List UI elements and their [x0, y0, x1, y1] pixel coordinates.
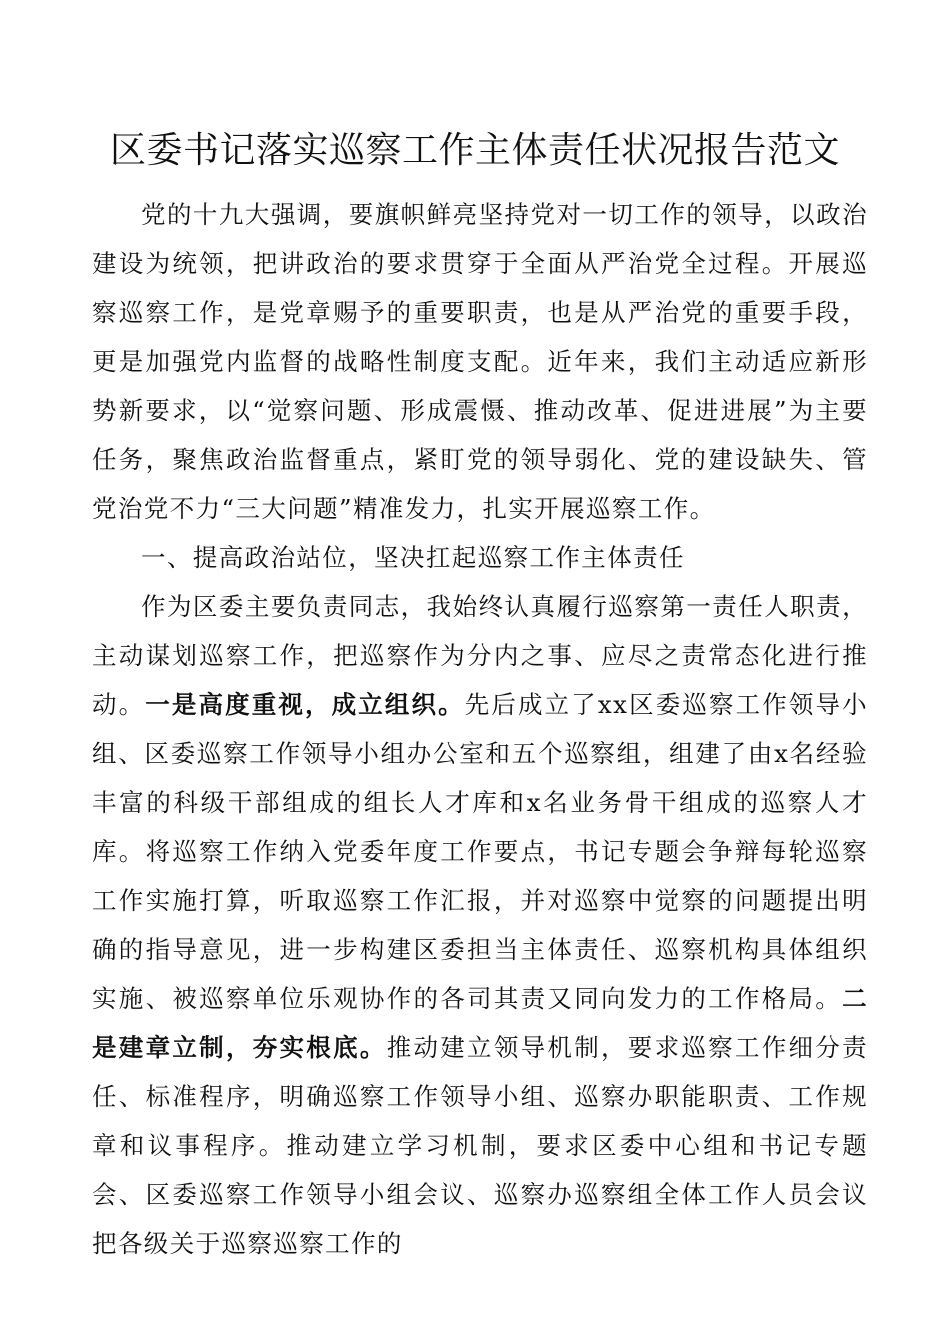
- document-body: [92, 190, 868, 1268]
- point-2-text: 推动建立领导机制，要求巡察工作细分责任、标准程序，明确巡察工作领导小组、巡察办职能职责、工作规章和议事程序。推动建立学习机制，要求区委中心组和书记专题会、区委巡察工作领导小组会议、巡察办巡察组全体工作人员会议把各级关于巡察巡察工作的: [92, 1033, 868, 1258]
- point-1-heading: 一是高度重视，成立组织。: [145, 690, 465, 719]
- point-2-heading: 二是建章立制，夯实根底。: [92, 984, 868, 1062]
- section-1-paragraph: [92, 582, 868, 1268]
- section-1-lead: 作为区委主要负责同志，我始终认真履行巡察第一责任人职责，主动谋划巡察工作，把巡察作为分内之事、应尽之责常态化进行推动。: [92, 592, 868, 719]
- section-heading-1: 一、提高政治站位，坚决扛起巡察工作主体责任: [141, 543, 685, 572]
- intro-paragraph: 党的十九大强调，要旗帜鲜亮坚持党对一切工作的领导，以政治建设为统领，把讲政治的要求贯穿于全面从严治党全过程。开展巡察巡察工作，是党章赐予的重要职责，也是从严治党的重要手段，更是加强党内监督的战略性制度支配。近年来，我们主动适应新形势新要求，以“觉察问题、形成震慑、推动改革、促进进展”为主要任务，聚焦政治监督重点，紧盯党的领导弱化、党的建设缺失、管党治党不力“三大问题”精准发力，扎实开展巡察工作。: [92, 200, 868, 523]
- point-1-text: 先后成立了xx区委巡察工作领导小组、区委巡察工作领导小组办公室和五个巡察组，组建了由x名经验丰富的科级干部组成的组长人才库和x名业务骨干组成的巡察人才库。将巡察工作纳入党委年度工作要点，书记专题会争辩每轮巡察工作实施打算，听取巡察工作汇报，并对巡察中觉察的问题提出明确的指导意见，进一步构建区委担当主体责任、巡察机构具体组织实施、被巡察单位乐观协作的各司其责又同向发力的工作格局。: [92, 690, 868, 1013]
- document-title: 区委书记落实巡察工作主体责任状况报告范文: [109, 130, 840, 171]
